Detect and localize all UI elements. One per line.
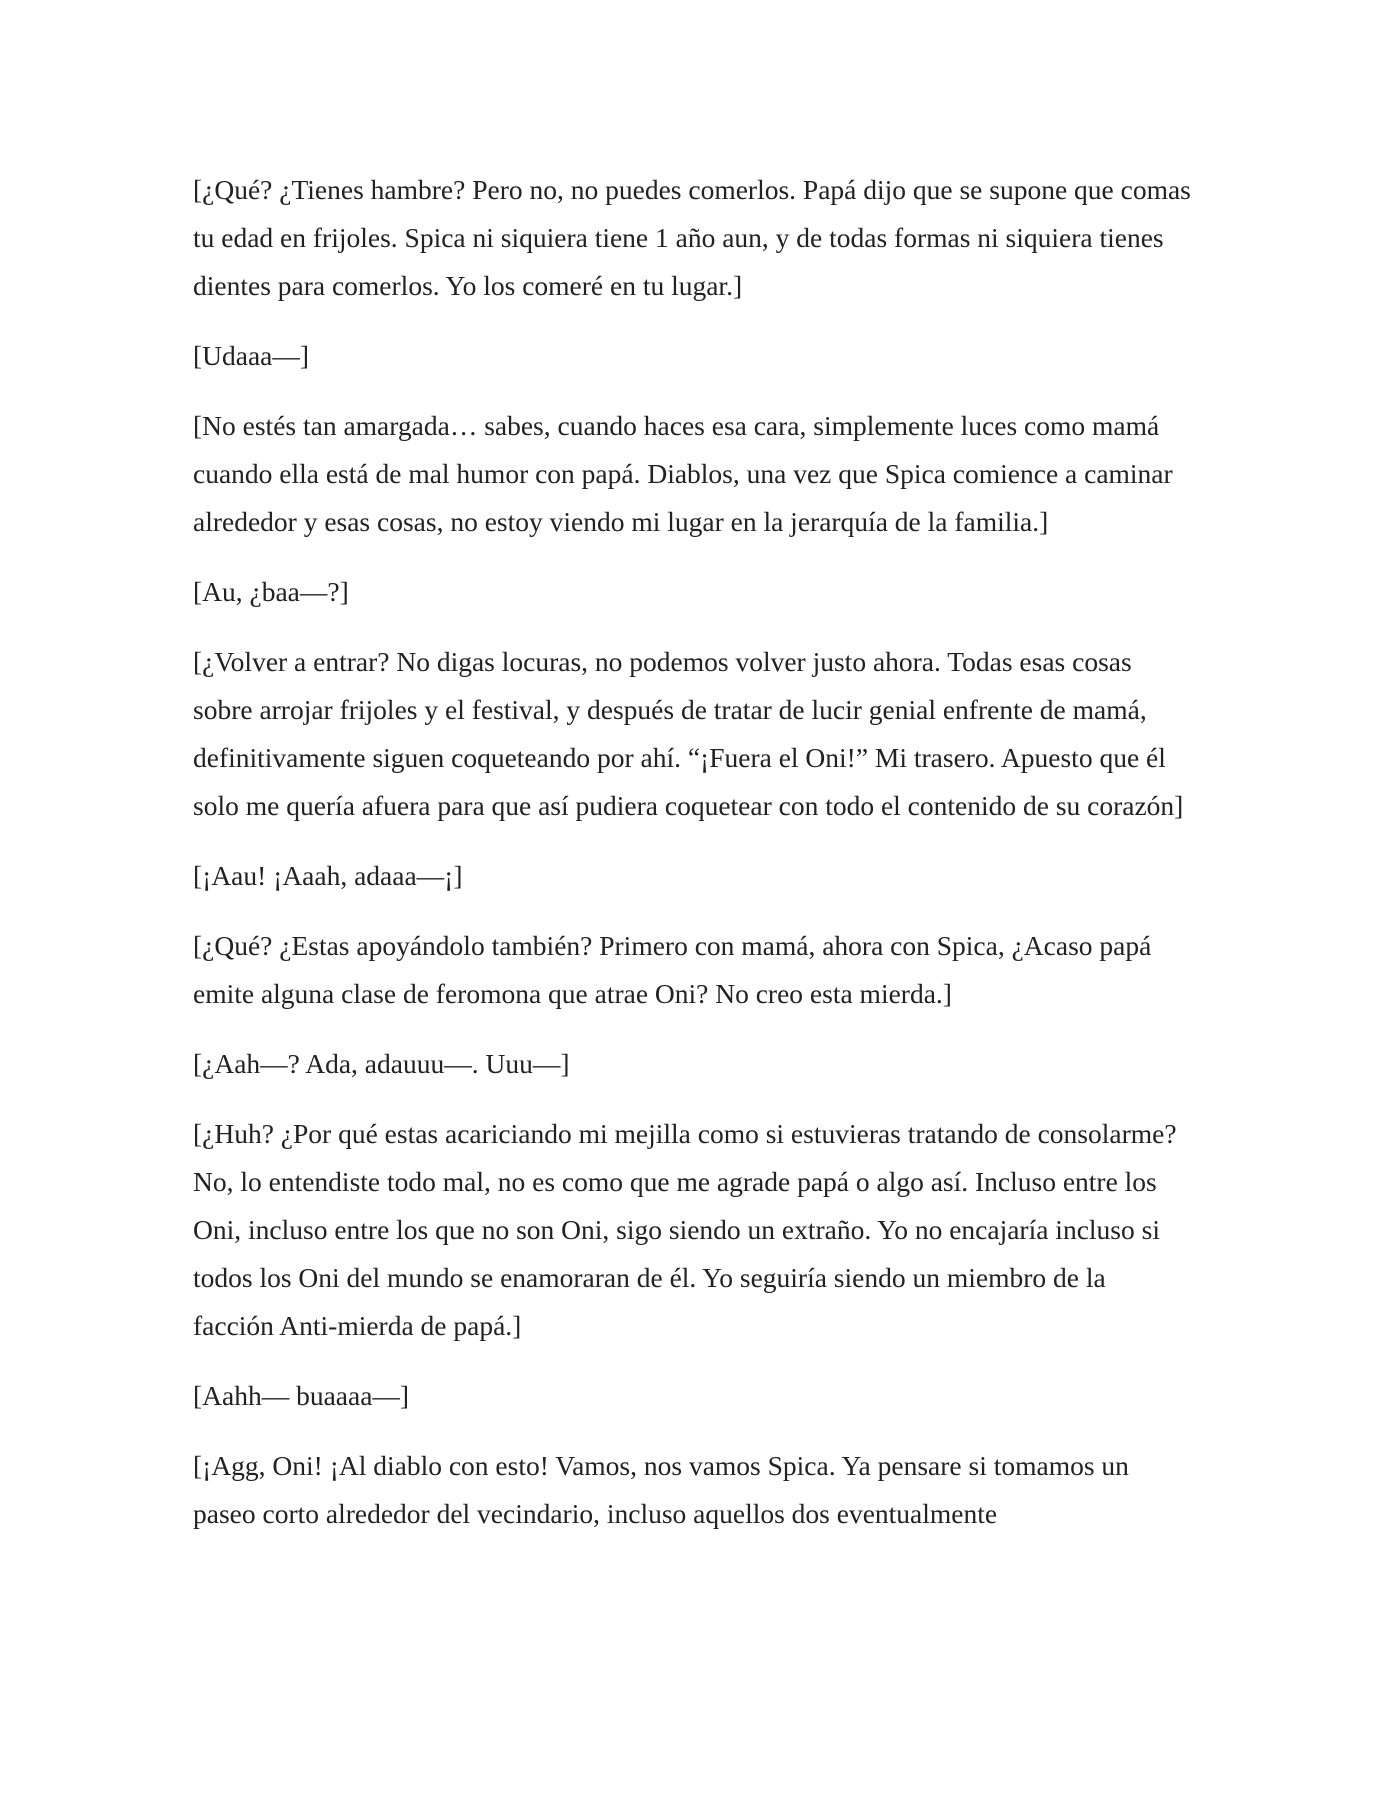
paragraph-3: [No estés tan amargada… sabes, cuando haces esa cara, simplemente luces como mamá cuando ella está de mal humor con papá. Diablos, una vez que Spica comience a caminar alrededor y esas cosas, no estoy viendo mi lugar en la jerarquía de la familia.] [193,410,1173,537]
paragraph-4: [Au, ¿baa—?] [193,576,349,607]
document-body [193,166,1193,1560]
paragraph-1: [¿Qué? ¿Tienes hambre? Pero no, no puedes comerlos. Papá dijo que se supone que comas tu edad en frijoles. Spica ni siquiera tiene 1 año aun, y de todas formas ni siquiera tienes dientes para comerlos. Yo los comeré en tu lugar.] [193,174,1191,301]
paragraph-5: [¿Volver a entrar? No digas locuras, no podemos volver justo ahora. Todas esas cosas sobre arrojar frijoles y el festival, y después de tratar de lucir genial enfrente de mamá, definitivamente siguen coqueteando por ahí. “¡Fuera el Oni!” Mi trasero. Apuesto que él solo me quería afuera para que así pudiera coquetear con todo el contenido de su corazón] [193,646,1184,821]
paragraph-8: [¿Aah—? Ada, adauuu—. Uuu—] [193,1048,570,1079]
paragraph-7: [¿Qué? ¿Estas apoyándolo también? Primero con mamá, ahora con Spica, ¿Acaso papá emite alguna clase de feromona que atrae Oni? No creo esta mierda.] [193,930,1152,1009]
paragraph-2: [Udaaa—] [193,340,310,371]
paragraph-6: [¡Aau! ¡Aaah, adaaa—¡] [193,860,463,891]
paragraph-11: [¡Agg, Oni! ¡Al diablo con esto! Vamos, nos vamos Spica. Ya pensare si tomamos un paseo corto alrededor del vecindario, incluso aquellos dos eventualmente [193,1450,1129,1529]
paragraph-9: [¿Huh? ¿Por qué estas acariciando mi mejilla como si estuvieras tratando de consolarme? No, lo entendiste todo mal, no es como que me agrade papá o algo así. Incluso entre los Oni, incluso entre los que no son Oni, sigo siendo un extraño. Yo no encajaría incluso si todos los Oni del mundo se enamoraran de él. Yo seguiría siendo un miembro de la facción Anti-mierda de papá.] [193,1118,1177,1341]
paragraph-10: [Aahh— buaaaa—] [193,1380,410,1411]
